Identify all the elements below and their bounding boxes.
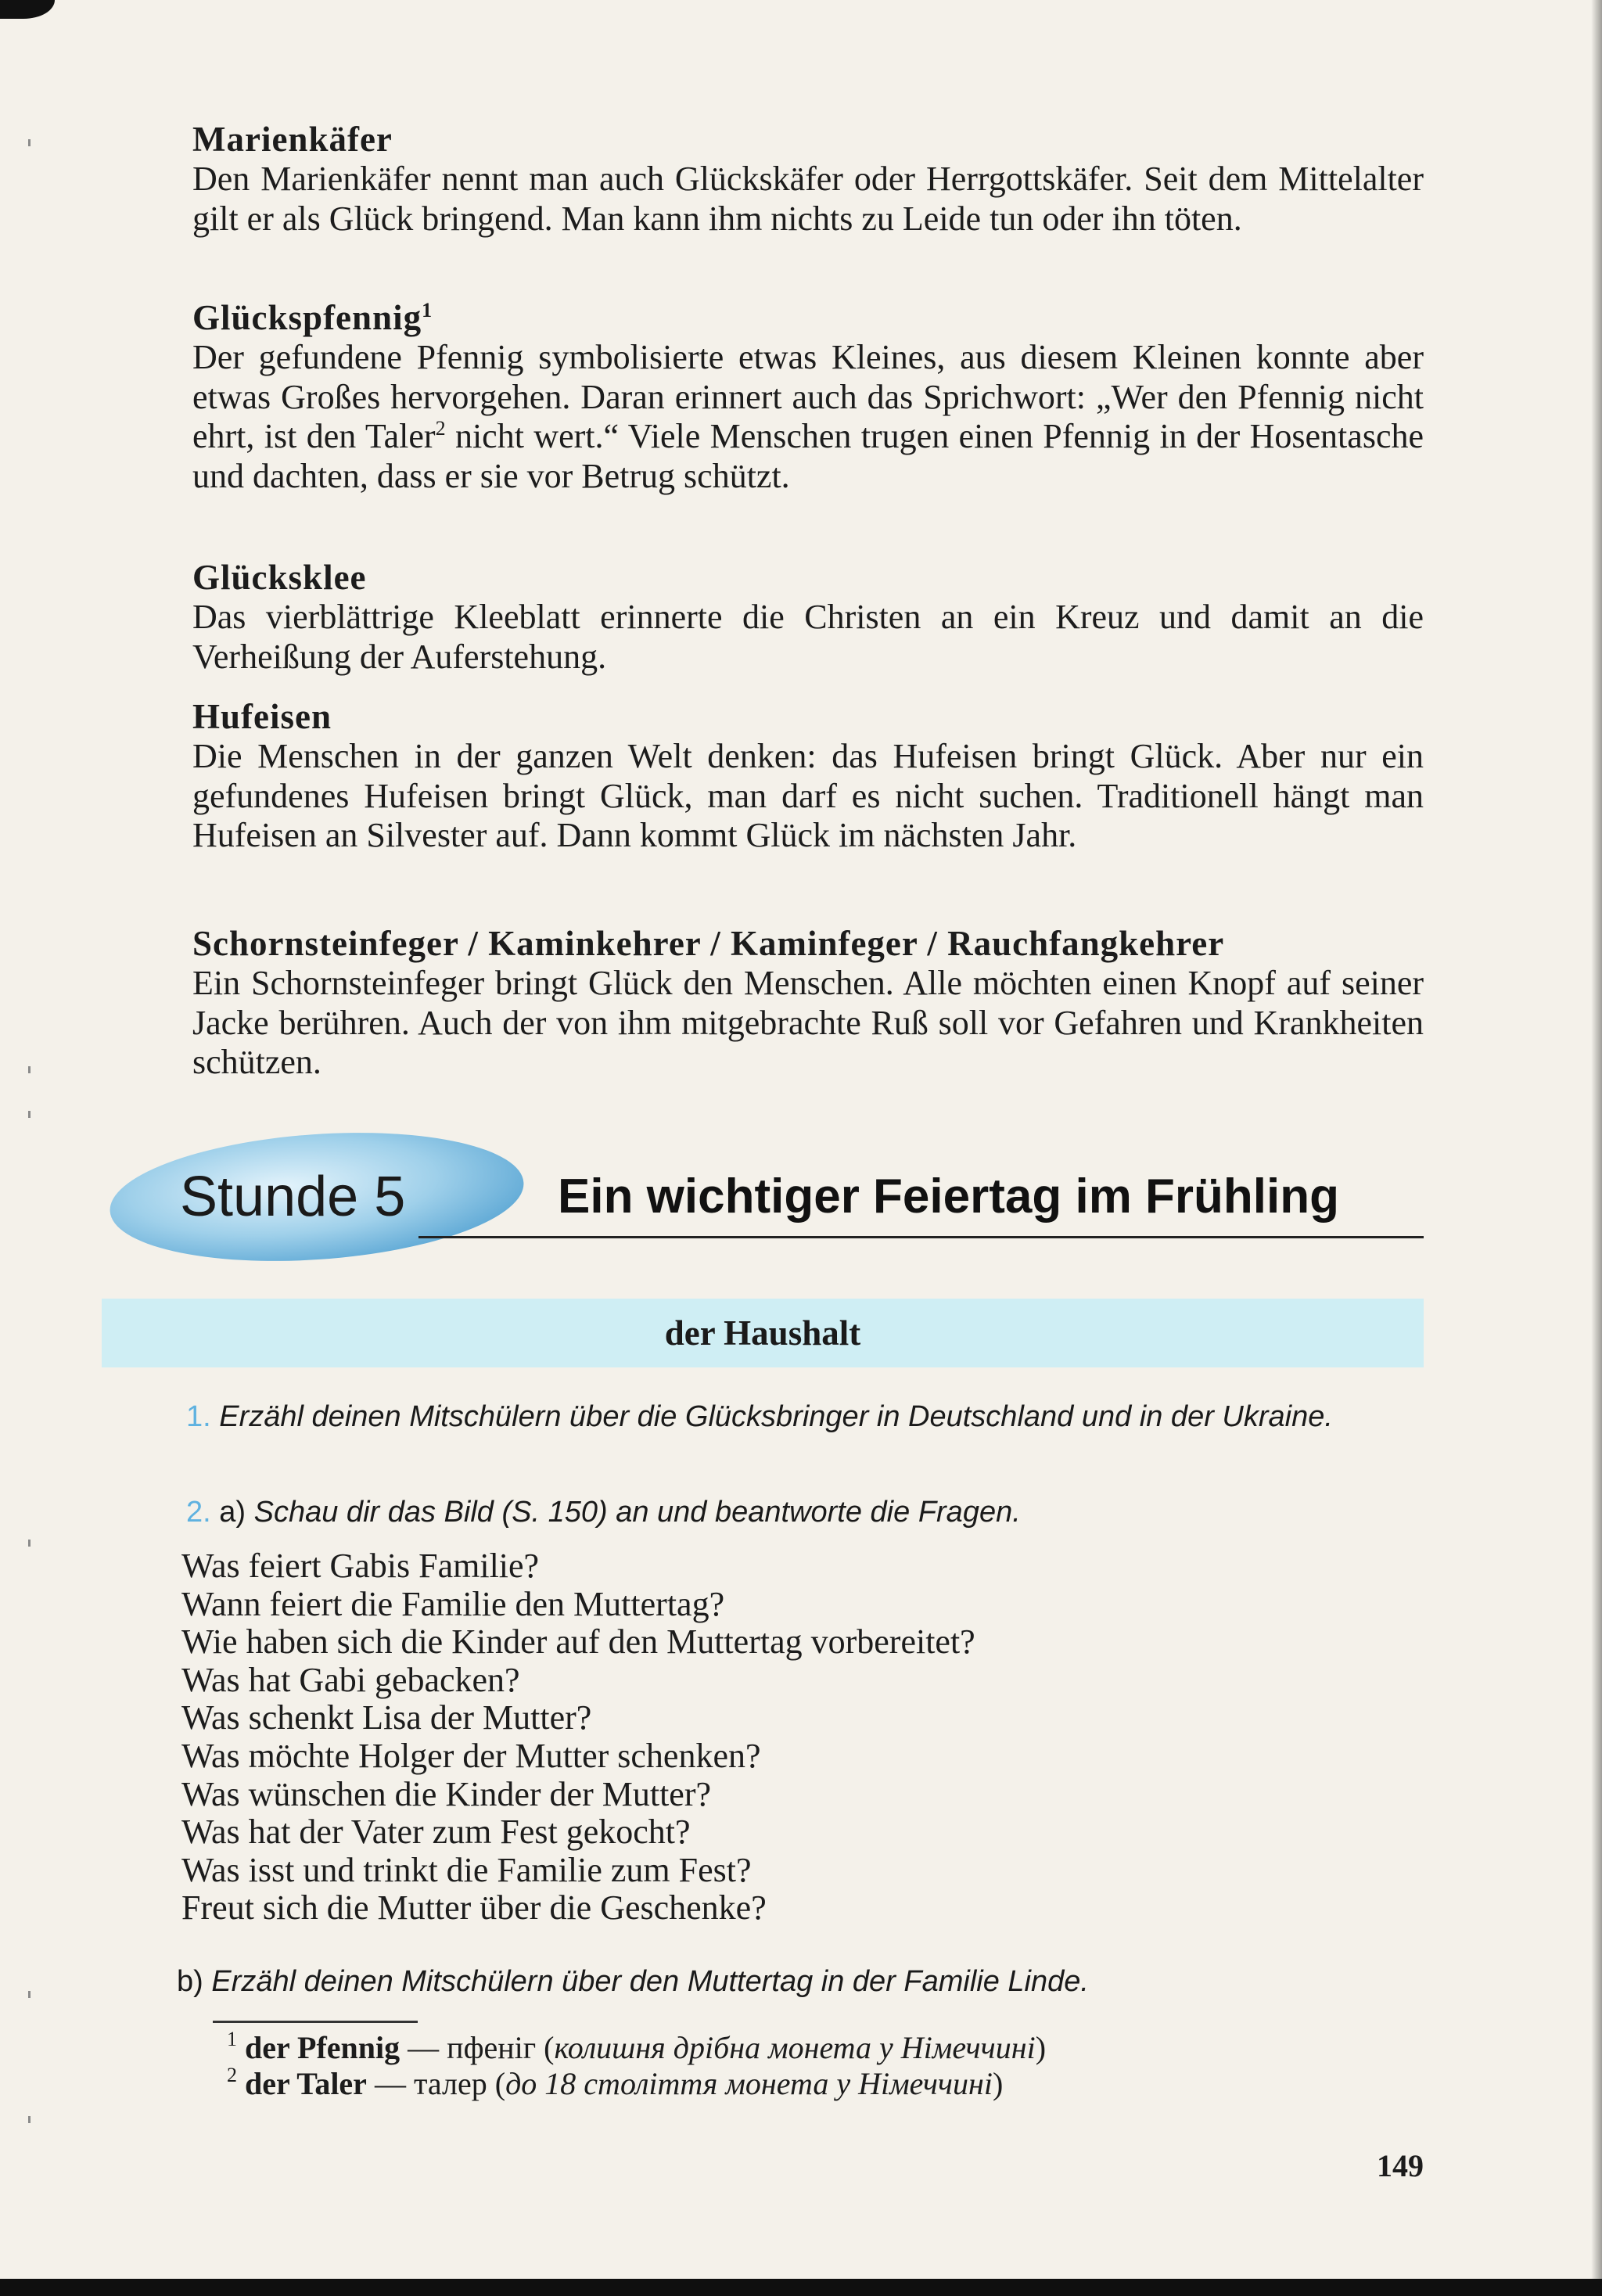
entry-marienkaefer [192,119,1424,239]
page-number: 149 [1377,2148,1424,2183]
lesson-underline [418,1236,1424,1238]
footnote-dash: — [400,2030,447,2065]
footnote-ref: 1 [422,299,433,322]
question: Was möchte Holger der Mutter schenken? [181,1736,761,1775]
entry-gluecksklee [192,557,1424,677]
question: Was hat der Vater zum Fest gekocht? [181,1813,691,1852]
entry-glueckspfennig [192,297,1424,496]
entry-body-text: Der gefundene Pfennig symbolisierte etwas Kleines, aus diesem Kleinen konnte aber etwas Großes hervorgehen. Daran erinnert auch das Sprichwort: „Wer den Pfennig nicht ehrt, ist den Taler [192,338,1424,455]
lesson-banner [110,1126,1424,1267]
entry-body-text: nicht wert.“ Viele Menschen trugen einen Pfennig in der Hosentasche und dachten, dass er sie vor Betrug schützt. [192,417,1424,495]
lesson-title: Ein wichtiger Feiertag im Frühling [558,1170,1339,1223]
question: Was schenkt Lisa der Mutter? [181,1698,592,1737]
entry-title-text: Glückspfennig [192,298,422,337]
vocabulary-topic: der Haushalt [664,1313,861,1353]
footnote-ref: 2 [435,417,446,440]
entry-body [192,338,1424,496]
subtask-letter: b) [177,1965,203,1998]
footnote-dash: — [366,2066,414,2101]
footnote-translation: пфеніг [447,2030,537,2065]
task-number: 2. [186,1496,211,1529]
footnote-number: 1 [227,2028,237,2050]
task-2b [177,1965,1414,1998]
margin-tick [28,1066,31,1073]
lesson-label: Stunde 5 [180,1166,406,1228]
task-text: Erzähl deinen Mitschülern über den Muttertag in der Familie Linde. [211,1965,1089,1998]
footnote-term: der Pfennig [245,2030,400,2065]
entry-body: Ein Schornsteinfeger bringt Glück den Menschen. Alle möchten einen Knopf auf seiner Jacke berühren. Auch der von ihm mitgebrachte Ruß soll vor Gefahren und Krankheiten schützen. [192,964,1424,1081]
entry-title [192,297,1424,338]
entry-schornsteinfeger [192,923,1424,1083]
entry-title: Schornsteinfeger / Kaminkehrer / Kaminfeger / Rauchfangkehrer [192,924,1225,963]
footnote-translation: талер [413,2066,487,2101]
entry-body: Das vierblättrige Kleeblatt erinnerte die Christen an ein Kreuz und damit an die Verheißung der Auferstehung. [192,598,1424,676]
footnote-1: $^1$ der Pfennig — пфеніг (колишня дрібна монета у Німеччині) [227,2028,1047,2065]
question: Was isst und trinkt die Familie zum Fest? [181,1850,752,1889]
footnote-number: 2 [227,2064,237,2086]
question: Was feiert Gabis Familie? [181,1547,540,1585]
page-edge-shadow [1591,0,1602,2296]
footnote-divider [213,2021,418,2023]
footnote-note: колишня дрібна монета у Німеччині [554,2030,1036,2065]
vocabulary-band [102,1299,1424,1367]
entry-hufeisen [192,696,1424,856]
margin-tick [28,1540,31,1547]
margin-tick [28,1991,31,1998]
scan-corner-mark [0,0,55,19]
question: Was wünschen die Kinder der Mutter? [181,1774,712,1813]
question: Wann feiert die Familie den Muttertag? [181,1584,725,1623]
margin-tick [28,139,31,146]
question: Freut sich die Mutter über die Geschenke? [181,1888,767,1928]
task-text: Schau dir das Bild (S. 150) an und beantworte die Fragen. [253,1496,1021,1529]
entry-title: Hufeisen [192,697,332,736]
task-number: 1. [186,1400,211,1433]
entry-body: Den Marienkäfer nennt man auch Glückskäfer oder Herrgottskäfer. Seit dem Mittelalter gilt er als Glück bringend. Man kann ihm nichts zu Leide tun oder ihn töten. [192,160,1424,238]
task-2a [186,1496,1424,1529]
question: Was hat Gabi gebacken? [181,1660,520,1699]
footnotes [227,2030,1400,2102]
question-list [181,1547,1277,1928]
subtask-letter: a) [219,1496,246,1529]
footnote-note: до 18 століття монета у Німеччині [505,2066,993,2101]
entry-title: Marienkäfer [192,120,393,159]
footnote-2: $^2$ der Taler — талер (до 18 століття монета у Німеччині) [227,2064,1004,2101]
entry-title: Glücksklee [192,558,367,597]
scan-bottom-edge [0,2279,1602,2296]
margin-tick [28,2116,31,2123]
task-text: Erzähl deinen Mitschülern über die Glücksbringer in Deutschland und in der Ukraine. [219,1400,1333,1433]
task-1 [186,1400,1424,1433]
margin-tick [28,1111,31,1118]
question: Wie haben sich die Kinder auf den Muttertag vorbereitet? [181,1622,975,1662]
entry-body: Die Menschen in der ganzen Welt denken: das Hufeisen bringt Glück. Aber nur ein gefundenes Hufeisen bringt Glück, man darf es nicht suchen. Traditionell hängt man Hufeisen an Silvester auf. Dann kommt Glück im nächsten Jahr. [192,737,1424,854]
footnote-term: der Taler [245,2066,367,2101]
